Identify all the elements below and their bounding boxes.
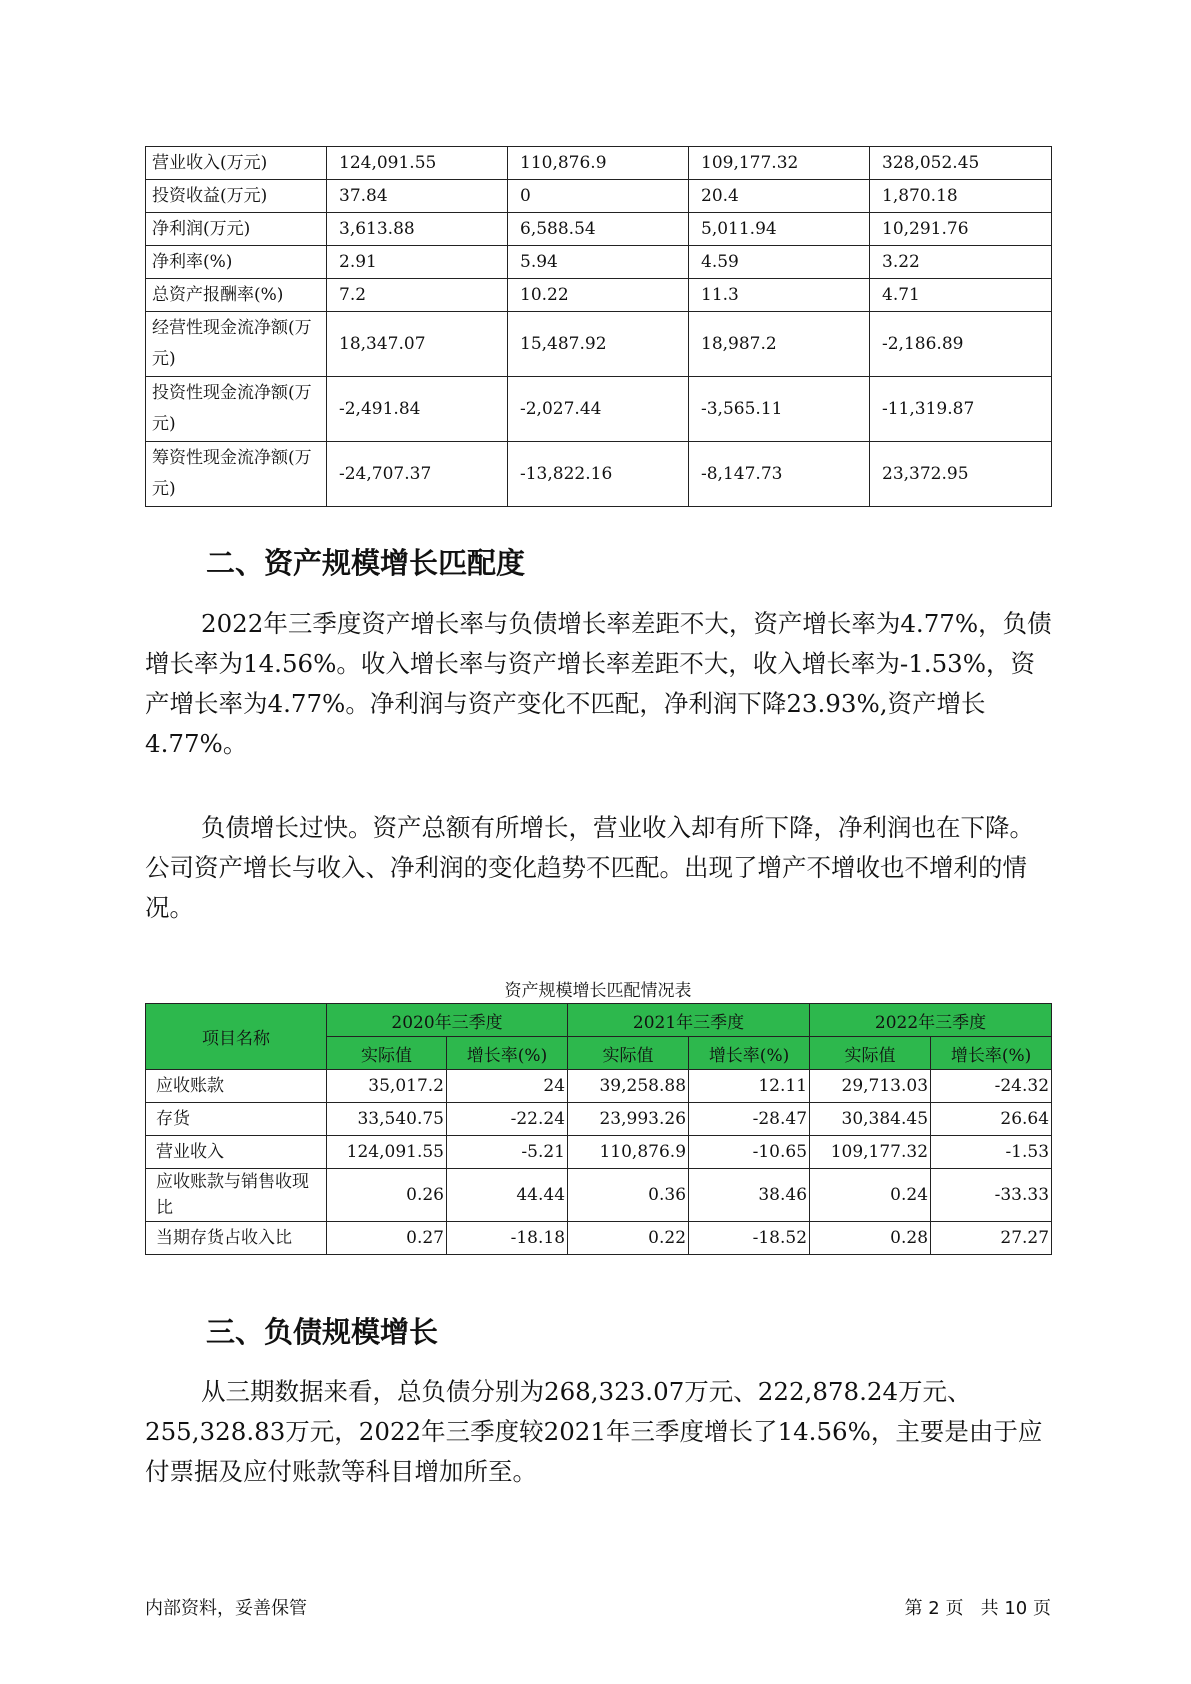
cell-value: 0.22 (568, 1222, 689, 1255)
table-row (146, 377, 1052, 442)
asset-growth-matching-table (145, 1003, 1052, 1255)
cell-value: -28.47 (689, 1103, 810, 1136)
paragraph-asset-growth-2: 负债增长过快。资产总额有所增长，营业收入却有所下降，净利润也在下降。公司资产增长与收入、净利润的变化趋势不匹配。出现了增产不增收也不增利的情况。 (145, 813, 1034, 922)
cell-value: -5.21 (447, 1136, 568, 1169)
paragraph-asset-growth-1: 2022年三季度资产增长率与负债增长率差距不大，资产增长率为4.77%，负债增长率为14.56%。收入增长率与资产增长率差距不大，收入增长率为-1.53%，资产增长率为4.77%。净利润与资产变化不匹配，净利润下降23.93%,资产增长4.77%。 (145, 609, 1052, 758)
table-row (146, 1136, 1052, 1169)
cell-value: -8,147.73 (689, 442, 870, 507)
table-row (146, 1103, 1052, 1136)
row-label: 投资收益(万元) (146, 180, 327, 213)
page-number: 第 2 页 共 10 页 (904, 1598, 1051, 1619)
cell-value: 10.22 (508, 279, 689, 312)
cell-value: -2,491.84 (327, 377, 508, 442)
cell-value: 110,876.9 (508, 147, 689, 180)
cell-value: 5,011.94 (689, 213, 870, 246)
cell-value: 109,177.32 (810, 1136, 931, 1169)
section-heading-liability-growth: 三、负债规模增长 (206, 1315, 439, 1349)
cell-value: 3.22 (870, 246, 1052, 279)
cell-value: 6,588.54 (508, 213, 689, 246)
cell-value: 29,713.03 (810, 1070, 931, 1103)
footer-confidential-note: 内部资料，妥善保管 (145, 1598, 307, 1619)
cell-value: -22.24 (447, 1103, 568, 1136)
cell-value: 124,091.55 (327, 147, 508, 180)
table-row (146, 213, 1052, 246)
cell-value: 11.3 (689, 279, 870, 312)
cell-value: 30,384.45 (810, 1103, 931, 1136)
cell-value: 328,052.45 (870, 147, 1052, 180)
row-label: 应收账款 (146, 1070, 327, 1103)
cell-value: -24.32 (931, 1070, 1052, 1103)
cell-value: 23,993.26 (568, 1103, 689, 1136)
table-caption: 资产规模增长匹配情况表 (504, 981, 692, 1001)
cell-value: 124,091.55 (327, 1136, 447, 1169)
cell-value: 18,987.2 (689, 312, 870, 377)
cell-value: -24,707.37 (327, 442, 508, 507)
cell-value: 5.94 (508, 246, 689, 279)
row-label: 经营性现金流净额(万元) (146, 312, 327, 377)
table-row (146, 1070, 1052, 1103)
growth-rate-header: 增长率(%) (447, 1037, 568, 1070)
period-header: 2020年三季度 (327, 1004, 568, 1037)
cell-value: 109,177.32 (689, 147, 870, 180)
financial-indicators-table (145, 146, 1052, 507)
item-name-header: 项目名称 (146, 1004, 327, 1070)
actual-value-header: 实际值 (568, 1037, 689, 1070)
growth-rate-header: 增长率(%) (689, 1037, 810, 1070)
cell-value: 7.2 (327, 279, 508, 312)
table-row (146, 147, 1052, 180)
cell-value: -11,319.87 (870, 377, 1052, 442)
row-label: 营业收入 (146, 1136, 327, 1169)
cell-value: 23,372.95 (870, 442, 1052, 507)
row-label: 筹资性现金流净额(万元) (146, 442, 327, 507)
row-label: 存货 (146, 1103, 327, 1136)
cell-value: -13,822.16 (508, 442, 689, 507)
table-row (146, 312, 1052, 377)
cell-value: 0.26 (327, 1169, 447, 1222)
cell-value: 26.64 (931, 1103, 1052, 1136)
cell-value: 33,540.75 (327, 1103, 447, 1136)
row-label: 应收账款与销售收现比 (146, 1169, 327, 1222)
cell-value: -1.53 (931, 1136, 1052, 1169)
cell-value: 4.59 (689, 246, 870, 279)
table-row (146, 246, 1052, 279)
cell-value: 24 (447, 1070, 568, 1103)
header-row (146, 1004, 1052, 1037)
period-header: 2021年三季度 (568, 1004, 810, 1037)
cell-value: 1,870.18 (870, 180, 1052, 213)
cell-value: -33.33 (931, 1169, 1052, 1222)
row-label: 营业收入(万元) (146, 147, 327, 180)
row-label: 总资产报酬率(%) (146, 279, 327, 312)
cell-value: 2.91 (327, 246, 508, 279)
cell-value: -3,565.11 (689, 377, 870, 442)
table-row (146, 1169, 1052, 1222)
actual-value-header: 实际值 (810, 1037, 931, 1070)
cell-value: 38.46 (689, 1169, 810, 1222)
cell-value: 39,258.88 (568, 1070, 689, 1103)
cell-value: 35,017.2 (327, 1070, 447, 1103)
cell-value: 15,487.92 (508, 312, 689, 377)
cell-value: 12.11 (689, 1070, 810, 1103)
cell-value: 0.28 (810, 1222, 931, 1255)
row-label: 净利润(万元) (146, 213, 327, 246)
cell-value: -2,186.89 (870, 312, 1052, 377)
section-heading-asset-growth: 二、资产规模增长匹配度 (206, 546, 526, 580)
cell-value: 44.44 (447, 1169, 568, 1222)
cell-value: 0.36 (568, 1169, 689, 1222)
cell-value: 3,613.88 (327, 213, 508, 246)
cell-value: -2,027.44 (508, 377, 689, 442)
period-header: 2022年三季度 (810, 1004, 1052, 1037)
table-row (146, 180, 1052, 213)
cell-value: -18.18 (447, 1222, 568, 1255)
row-label: 投资性现金流净额(万元) (146, 377, 327, 442)
cell-value: -10.65 (689, 1136, 810, 1169)
row-label: 当期存货占收入比 (146, 1222, 327, 1255)
cell-value: -18.52 (689, 1222, 810, 1255)
cell-value: 0.24 (810, 1169, 931, 1222)
table-row (146, 1222, 1052, 1255)
table-row (146, 442, 1052, 507)
table-row (146, 279, 1052, 312)
cell-value: 37.84 (327, 180, 508, 213)
cell-value: 20.4 (689, 180, 870, 213)
cell-value: 0 (508, 180, 689, 213)
cell-value: 10,291.76 (870, 213, 1052, 246)
actual-value-header: 实际值 (327, 1037, 447, 1070)
cell-value: 4.71 (870, 279, 1052, 312)
cell-value: 18,347.07 (327, 312, 508, 377)
growth-rate-header: 增长率(%) (931, 1037, 1052, 1070)
cell-value: 110,876.9 (568, 1136, 689, 1169)
row-label: 净利率(%) (146, 246, 327, 279)
cell-value: 0.27 (327, 1222, 447, 1255)
paragraph-liability-growth: 从三期数据来看，总负债分别为268,323.07万元、222,878.24万元、255,328.83万元，2022年三季度较2021年三季度增长了14.56%，主要是由于应付票据及应付账款等科目增加所至。 (145, 1377, 1043, 1486)
cell-value: 27.27 (931, 1222, 1052, 1255)
